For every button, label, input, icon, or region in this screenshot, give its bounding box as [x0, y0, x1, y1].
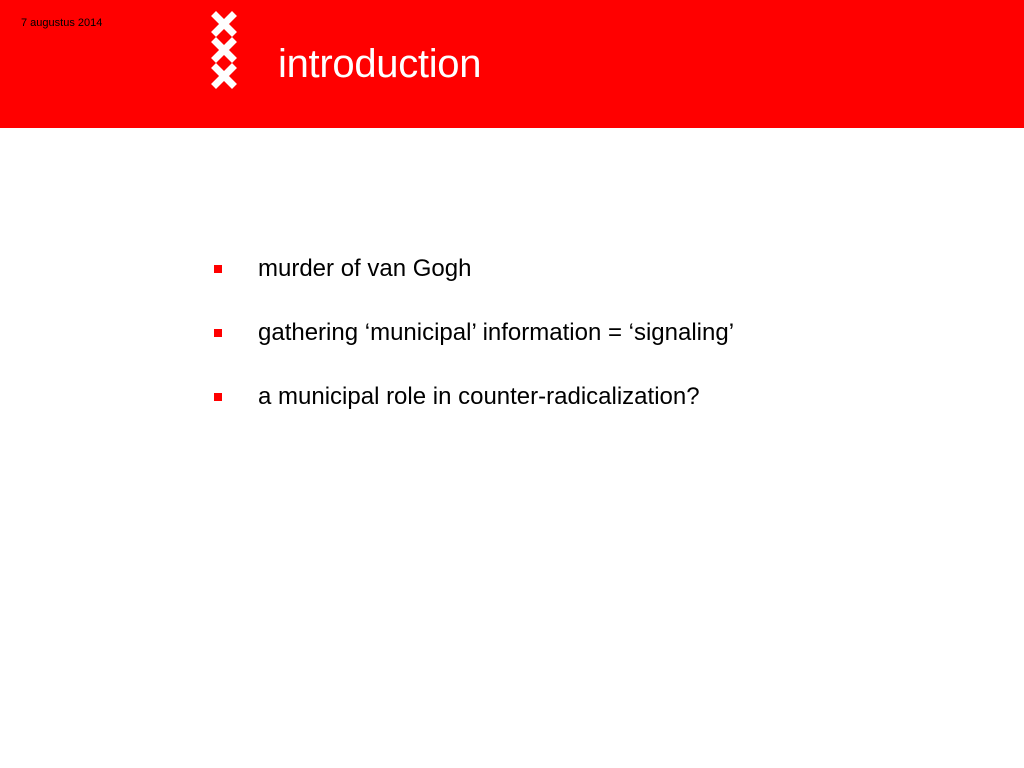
- bullet-item: [214, 247, 974, 311]
- bullet-item: [214, 375, 974, 439]
- header-bar: [0, 0, 1024, 128]
- bullet-text: gathering ‘municipal’ information = ‘signaling’: [258, 319, 735, 346]
- bullet-list: [214, 247, 974, 439]
- bullet-text: a municipal role in counter-radicalization?: [258, 383, 700, 410]
- amsterdam-xxx-logo-icon: [211, 11, 237, 89]
- date-label: 7 augustus 2014: [21, 17, 103, 29]
- square-bullet-icon: [214, 265, 222, 273]
- bullet-item: [214, 311, 974, 375]
- square-bullet-icon: [214, 329, 222, 337]
- bullet-text: murder of van Gogh: [258, 255, 472, 282]
- square-bullet-icon: [214, 393, 222, 401]
- slide-title: introduction: [278, 42, 482, 86]
